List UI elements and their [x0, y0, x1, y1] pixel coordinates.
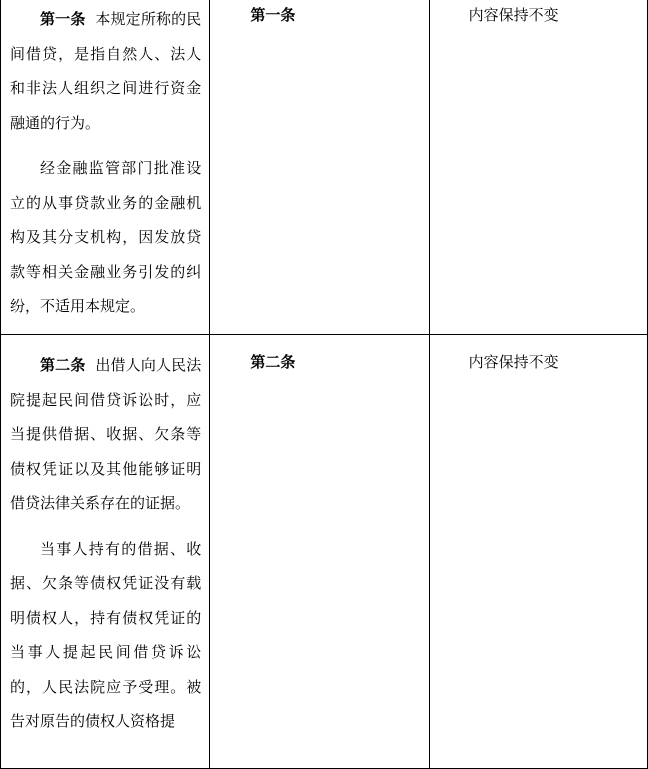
- note-text: 内容保持不变: [468, 353, 559, 371]
- original-text-cell: [1, 0, 210, 335]
- paragraph: [10, 348, 201, 521]
- article-number: 第二条: [40, 356, 86, 374]
- paragraph: [10, 2, 201, 140]
- revised-article-number: 第二条: [250, 353, 296, 371]
- article-number: 第一条: [40, 10, 86, 28]
- revised-article-number: 第一条: [250, 6, 296, 24]
- table-row: [1, 335, 648, 769]
- paragraph-text: 出借人向人民法院提起民间借贷诉讼时，应当提供借据、收据、欠条等债权凭证以及其他能够证明借贷法律关系存在的证据。: [10, 356, 202, 512]
- paragraph: 经金融监管部门批准设立的从事贷款业务的金融机构及其分支机构，因发放贷款等相关金融业务引发的纠纷，不适用本规定。: [10, 159, 202, 315]
- note-cell: [429, 0, 647, 335]
- note-text: 内容保持不变: [468, 6, 559, 24]
- revised-article-cell: [210, 335, 429, 769]
- original-text-cell: [1, 335, 210, 769]
- revised-article-cell: [210, 0, 429, 335]
- note-cell: [429, 335, 647, 769]
- paragraph-text: 本规定所称的民间借贷，是指自然人、法人和非法人组织之间进行资金融通的行为。: [10, 10, 202, 132]
- paragraph: 当事人持有的借据、收据、欠条等债权凭证没有载明债权人，持有债权凭证的当事人提起民间借贷诉讼的，人民法院应予受理。被告对原告的债权人资格提: [10, 539, 202, 730]
- table-row: [1, 0, 648, 335]
